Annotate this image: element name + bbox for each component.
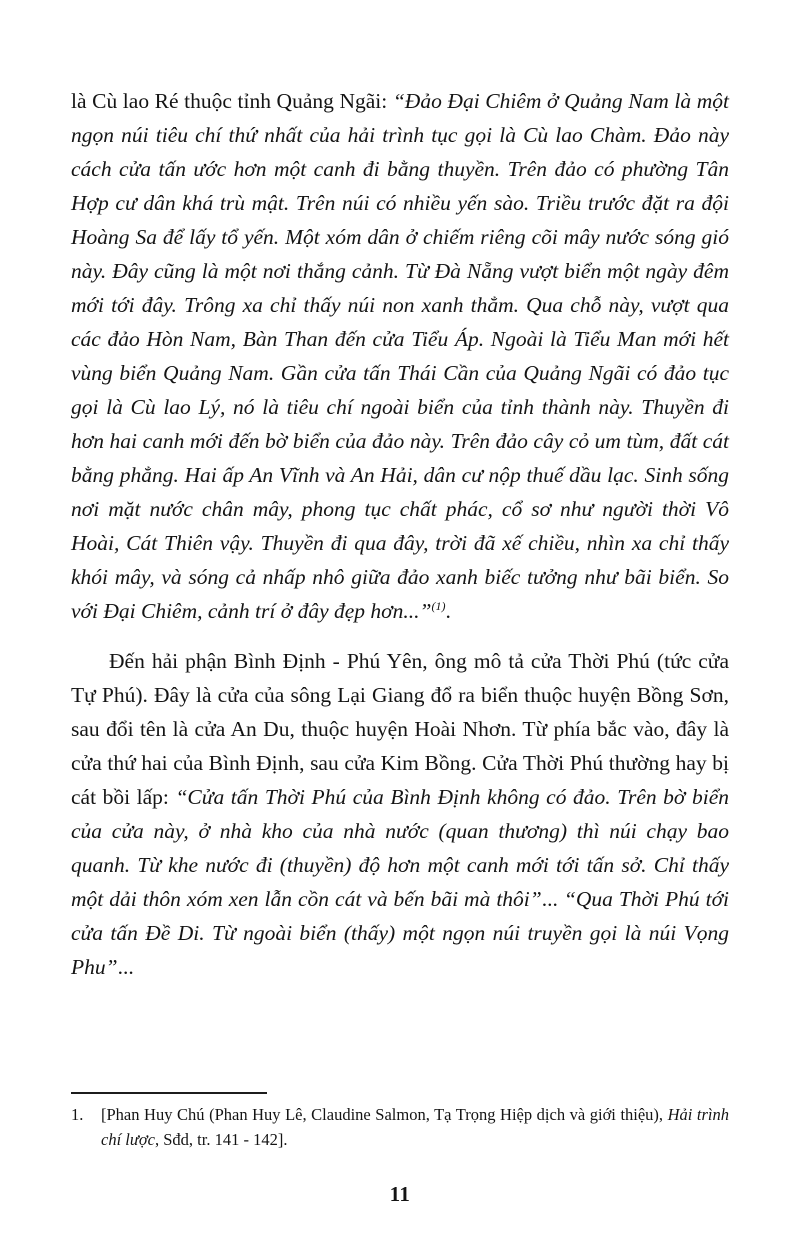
footnote-reference: (1) [431,598,446,613]
text-segment: , Sđd, tr. 141 - 142]. [155,1130,288,1149]
text-segment: ... [541,887,564,911]
body-paragraphs [71,84,729,984]
footnote-marker: 1. [71,1105,84,1124]
text-segment: . [445,599,451,623]
footnote-section [71,1092,729,1152]
footnote-separator [71,1092,267,1094]
text-segment: ... [117,955,134,979]
text-segment: là Cù lao Ré thuộc tỉnh Quảng Ngãi: [71,89,393,113]
text-segment: Đến hải phận Bình Định - Phú Yên, ông mô tả cửa Thời Phú (tức cửa Tự Phú). Đây là cửa của sông Lại Giang đổ ra biển thuộc huyện Bồng Sơn, sau đổi tên là cửa An Du, thuộc huyện Hoài Nhơn. Từ phía bắc vào, đây là cửa thứ hai của Bình Định, sau cửa Kim Bồng. Cửa Thời Phú thường hay bị cát bồi lấp: [71,649,729,809]
footnote-text [101,1102,729,1152]
text-segment: [Phan Huy Chú (Phan Huy Lê, Claudine Salmon, Tạ Trọng Hiệp dịch và giới thiệu), [101,1105,668,1124]
italic-text-segment: Hải trình chí lược [101,1105,730,1149]
footnote [71,1102,729,1152]
italic-text-segment: “Đảo Đại Chiêm ở Quảng Nam là một ngọn núi tiêu chí thứ nhất của hải trình tục gọi là Cù lao Chàm. Đảo này cách cửa tấn ước hơn một canh đi bằng thuyền. Trên đảo có phường Tân Hợp cư dân khá trù mật. Trên núi có nhiều yến sào. Triều trước đặt ra đội Hoàng Sa để lấy tổ yến. Một xóm dân ở chiếm riêng cõi mây nước sóng gió này. Đây cũng là một nơi thắng cảnh. Từ Đà Nẵng vượt biển một ngày đêm mới tới đây. Trông xa chỉ thấy núi non xanh thẳm. Qua chỗ này, vượt qua các đảo Hòn Nam, Bàn Than đến cửa Tiểu Áp. Ngoài là Tiểu Man mới hết vùng biển Quảng Nam. Gần cửa tấn Thái Cần của Quảng Ngãi có đảo tục gọi là Cù lao Lý, nó là tiêu chí ngoài biển của tỉnh thành này. Thuyền đi hơn hai canh mới đến bờ biển của đảo này. Trên đảo cây cỏ um tùm, đất cát bằng phẳng. Hai ấp An Vĩnh và An Hải, dân cư nộp thuế dầu lạc. Sinh sống nơi mặt nước chân mây, phong tục chất phác, cổ sơ như người thời Vô Hoài, Cát Thiên vậy. Thuyền đi qua đây, trời đã xế chiều, nhìn xa chỉ thấy khói mây, và sóng cả nhấp nhô giữa đảo xanh biếc tưởng như bãi biển. So với Đại Chiêm, cảnh trí ở đây đẹp hơn...” [71,89,729,623]
paragraph-quang-nam-quang-ngai-quote [71,84,729,628]
italic-text-segment: “Cửa tấn Thời Phú của Bình Định không có đảo. Trên bờ biển của cửa này, ở nhà kho của nhà nước (quan thương) thì núi chạy bao quanh. Từ khe nước đi (thuyền) độ hơn một canh mới tới tấn sở. Chỉ thấy một dải thôn xóm xen lẫn cồn cát và bến bãi mà thôi” [71,785,729,911]
page-number: 11 [389,1182,411,1206]
paragraph-binh-dinh-phu-yen [71,644,729,984]
italic-text-segment: “Qua Thời Phú tới cửa tấn Đề Di. Từ ngoài biển (thấy) một ngọn núi truyền gọi là núi Vọng Phu” [71,887,730,979]
